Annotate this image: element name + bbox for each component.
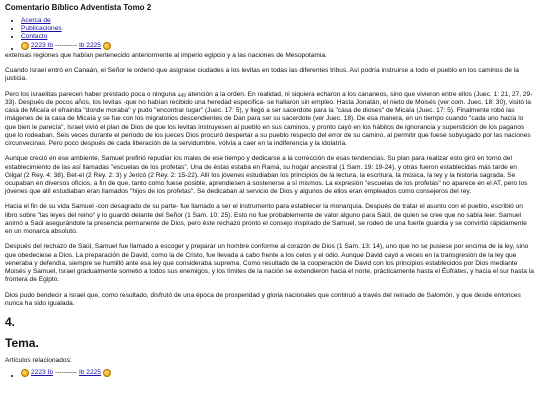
nav-item-contacto: [21, 33, 535, 41]
related-list: [5, 369, 535, 377]
nav-list: [5, 17, 535, 50]
nav-link-acerca[interactable]: Acerca de: [21, 17, 51, 24]
paragraph-4: Hacia el fin de su vida Samuel -con desagrado de su parte- fue llamado a ser el instrumento para establecer la monarquía. Después de tratar el asunto con el pueblo, escribió un libro sobre "las leyes del reino" y lo guardó delante del Señor (1 Sam. 10: 25). Esto no fue probablemente de valor alguno para Saúl, de quien se cree que no sabía leer. Samuel animó a Saúl asegurándole la presencia permanente de Dios, pero éste rechazó pronto el consejo inspirado de Samuel, se rodeó de una fuerte guardia y se convirtió rápidamente en un monarca absoluto.: [5, 203, 527, 236]
footer-prev-link[interactable]: • 2223 Ib: [31, 369, 53, 377]
paragraph-2: [5, 91, 535, 149]
paragraph-6: Dios pudo bendecir a Israel que, como resultado, disfrutó de una época de prosperidad y gloria nacionales que continuó a través del reinado de Salomón, y que desde entonces nunca ha sido igualada.: [5, 291, 521, 307]
nav-item-acerca: [21, 17, 535, 25]
nav-item-pager: [21, 42, 535, 50]
footer-pager-dashes: ----------: [55, 369, 77, 377]
prev-page-link[interactable]: • 2223 Ib: [31, 41, 53, 49]
paragraph-0: extensas regiones que habían pertenecido anteriormente al imperio egipcio y a las naciones de Mesopotamia.: [5, 51, 327, 59]
pager-dashes: ----------: [55, 41, 77, 49]
coin-icon: [103, 369, 111, 377]
paragraph-2-rest: atención a la orden. En realidad, ni siquiera echaron a los cananeos, sino que vivieron entre ellos (Juec. 1: 21, 27, 29-33). Después de pocos años, los levitas -que no habían recibido una heredad específica- se hallaron sin empleo. Hasta Jonatán, el nieto de Moisés (ver com. Juec. 18: 30), visitó la casa de Micaía el efrainita "donde moraba" y pudo "encontrar lugar" (Juec. 17: 5), y llegó a ser sacerdote para la "casa de dioses" de Micaía (Juec. 17: 5). Finalmente robó las imágenes de la casa de Micaía y se fue con los migratorios descendientes de Dan para ser su sacerdote (ver Juec. 18). De esa manera, en un tiempo cuando "cada uno hacía lo que bien le parecía", Israel vivió el plan de Dios de que los levitas instruyesen al pueblo en sus caminos, y pronto cayó en los hábitos de ignorancia y superstición de los paganos que lo rodeaban. Seis veces durante el período de los jueces Dios procuró despertar a su pueblo respecto del error de su camino, al permitir que fuese subyugado por las naciones circunvecinas. Pero poco después de cada liberación de la servidumbre, volvía a caer en la indiferencia y la idolatría.: [5, 90, 533, 148]
nav-link-publicaciones[interactable]: Publicaciones: [21, 25, 62, 33]
next-page-link[interactable]: Ib 2225: [78, 41, 101, 49]
page-title: Comentario Bíblico Adventista Tomo 2: [5, 3, 152, 12]
nav-item-publicaciones: [21, 25, 535, 33]
footer-next-link[interactable]: Ib 2225: [78, 369, 101, 377]
footer-pager: [21, 369, 535, 377]
related-item: [21, 369, 535, 377]
paragraph-3: Aunque creció en ese ambiente, Samuel prefirió repudiar los males de ese tiempo y dedicarse a la corrección de esas tendencias. Su plan para realizar esto giró en torno del establecimiento de las así llamadas "escuelas de los profetas". Una de éstas estaba en Ramá, su hogar ancestral (1 Sam. 19: 19-24), y otras fueron establecidas más tarde en Gilgal (2 Rey. 4: 38), Bet-el (2 Rey. 2: 3) y Jericó (2 Rey. 2: 15-22). Allí los jóvenes estudiaban los principios de la lectura, la escritura, la música, la ley y la historia sagrada. Se ocupaban en diversos oficios, a fin de que, tanto como fuese posible, aprendiesen a sostenerse a sí mismos. La expresión "escuelas de los profetas" no aparece en el AT, pero los jóvenes que allí estudiaban eran llamados "hijos de los profetas". Se dedicaban al servicio de Dios y algunos de ellos eran empleados como consejeros del rey.: [5, 155, 528, 196]
coin-icon: [103, 42, 111, 50]
pager: [21, 42, 535, 50]
related-label: Artículos relacionados:: [5, 357, 72, 365]
coin-icon: [21, 369, 29, 377]
page-number: 449: [177, 92, 187, 99]
paragraph-2-start: Pero los israelitas parecen haber prestado poca o ninguna: [5, 90, 176, 98]
section-title: Tema.: [5, 336, 39, 351]
paragraph-5: Después del rechazo de Saúl, Samuel fue llamado a escoger y preparar un hombre conforme al corazón de Dios (1 Sam. 13: 14), uno que no se pusiese por encima de la ley, sino que obedeciese a Dios. La preparación de David, como la de Cristo, fue llevada a cabo frente a los celos y el odio. Aunque David cayó a veces en la transgresión de la ley que veneraba y defendía, siempre se humilló ante esa ley que consideraba suprema. Como resultado de la cooperación de David con los principios establecidos por Dios mediante Moisés y Samuel, Israel gradualmente sometió a todos sus enemigos, y los límites de la nación se extendieron hacia el norte, prácticamente hasta el Éufrates, y hacia el sur hasta la frontera de Egipto.: [5, 243, 534, 284]
nav-link-contacto[interactable]: Contacto: [21, 33, 48, 41]
section-number: 4.: [5, 315, 16, 330]
coin-icon: [21, 42, 29, 50]
paragraph-1: Cuando Israel entró en Canaán, el Señor le ordenó que asignase ciudades a los levitas en todas las diferentes tribus. Así podría instruirse a todo el pueblo en los caminos de la justicia.: [5, 67, 519, 83]
